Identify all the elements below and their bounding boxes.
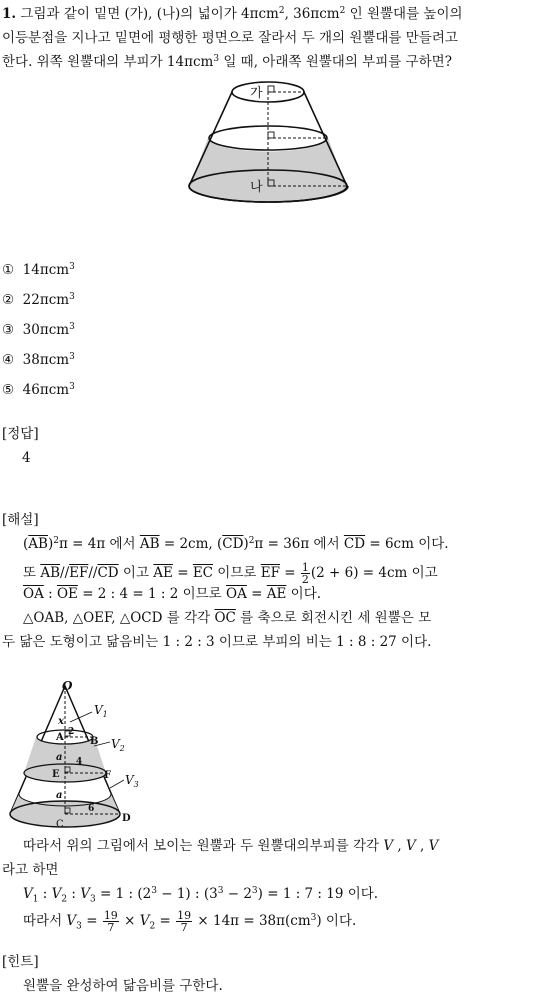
choice-3[interactable]: ③ 30πcm$^3$ — [2, 322, 75, 338]
choice-5[interactable]: ⑤ 46πcm$^3$ — [2, 382, 75, 398]
question-number: 1. — [2, 6, 17, 22]
solution-line-3: $\overline{OA}$ : $\overline{OE} = 2$ : 4 = 1 : 2 이므로 $\overline{OA} = \overline{AE}$ 이다. — [23, 586, 322, 602]
label-ga: 가 — [250, 86, 263, 101]
label-V2: $V_2$ — [111, 737, 125, 753]
solution-line-5: 두 닮은 도형이고 닮음비는 1 : 2 : 3 이므로 부피의 비는 1 : 8 : 27 이다. — [2, 634, 432, 650]
solution-line-8: $V_1$ : $V_2$ : $V_3 = 1$ : $(2^3 - 1)$ : $(3^3 - 2^3) = 1$ : 7 : 19 이다. — [23, 886, 379, 905]
label-D: D — [122, 813, 131, 824]
answer-header: [정답] — [2, 426, 39, 442]
solution-line-6: 따라서 위의 그림에서 보이는 원뿔과 두 원뿔대의부피를 각각 V , V , V — [23, 838, 439, 854]
label-a-upper: a — [56, 752, 63, 763]
label-x: x — [58, 716, 64, 727]
question-line-2: 이등분점을 지나고 밑면에 평행한 평면으로 잘라서 두 개의 원뿔대를 만들려고 — [2, 30, 458, 46]
label-C: C — [56, 819, 64, 830]
label-2: 2 — [68, 727, 75, 737]
label-F: F — [104, 770, 112, 781]
answer-value: 4 — [22, 450, 31, 466]
label-O: O — [62, 679, 73, 693]
solution-line-4: △OAB, △OEF, △OCD 를 각각 $\overline{OC}$ 를 축으로 회전시킨 세 원뿔은 모 — [23, 610, 432, 626]
choice-1[interactable]: ① 14πcm$^3$ — [2, 262, 75, 278]
choice-4[interactable]: ④ 38πcm$^3$ — [2, 352, 75, 368]
question-line-3: 한다. 위쪽 원뿔대의 부피가 14πcm$^3$ 일 때, 아래쪽 원뿔대의 부피를 구하면? — [2, 54, 452, 70]
label-A: A — [56, 732, 64, 743]
solution-line-9: 따라서 $V_3$ = $\frac{19}{7}$ × $V_2$ = $\frac{19}{7}$ × $14\pi = 38\pi(cm^3)$ 이다. — [23, 909, 357, 934]
frustum-figure — [180, 78, 356, 210]
label-a-lower: a — [56, 790, 63, 801]
choice-2[interactable]: ② 22πcm$^3$ — [2, 292, 75, 308]
label-na: 나 — [250, 180, 263, 195]
label-B: B — [90, 736, 99, 747]
solution-header: [해설] — [2, 512, 39, 528]
label-4: 4 — [76, 757, 83, 767]
solution-line-2: 또 $\overline{AB}//\overline{EF}//\overline{CD}$ 이고 $\overline{AE} = \overline{EC}$ 이므로 $\overline{EF}$ = $\frac{1}{2}$ (2 + 6) = 4cm 이고 — [23, 561, 438, 586]
solution-line-1: $(\overline{AB})^2\pi = 4\pi$ 에서 $\overline{AB} = 2cm$, $(\overline{CD})^2\pi = 36\pi$ 에서 $\overline{CD} = 6cm$ 이다. — [23, 536, 449, 552]
hint-text: 원뿔을 완성하여 닮음비를 구한다. — [23, 978, 223, 994]
label-6: 6 — [88, 804, 95, 814]
label-V3: $V_3$ — [125, 773, 139, 789]
cone-figure — [8, 678, 139, 832]
label-V1: $V_1$ — [94, 703, 108, 719]
hint-header: [힌트] — [2, 954, 39, 970]
question-line-1: 1. 그림과 같이 밑면 (가), (나)의 넓이가 4πcm$^2$, 36πcm$^2$ 인 원뿔대를 높이의 — [2, 6, 463, 22]
solution-line-7: 라고 하면 — [2, 862, 59, 878]
label-E: E — [52, 769, 60, 780]
